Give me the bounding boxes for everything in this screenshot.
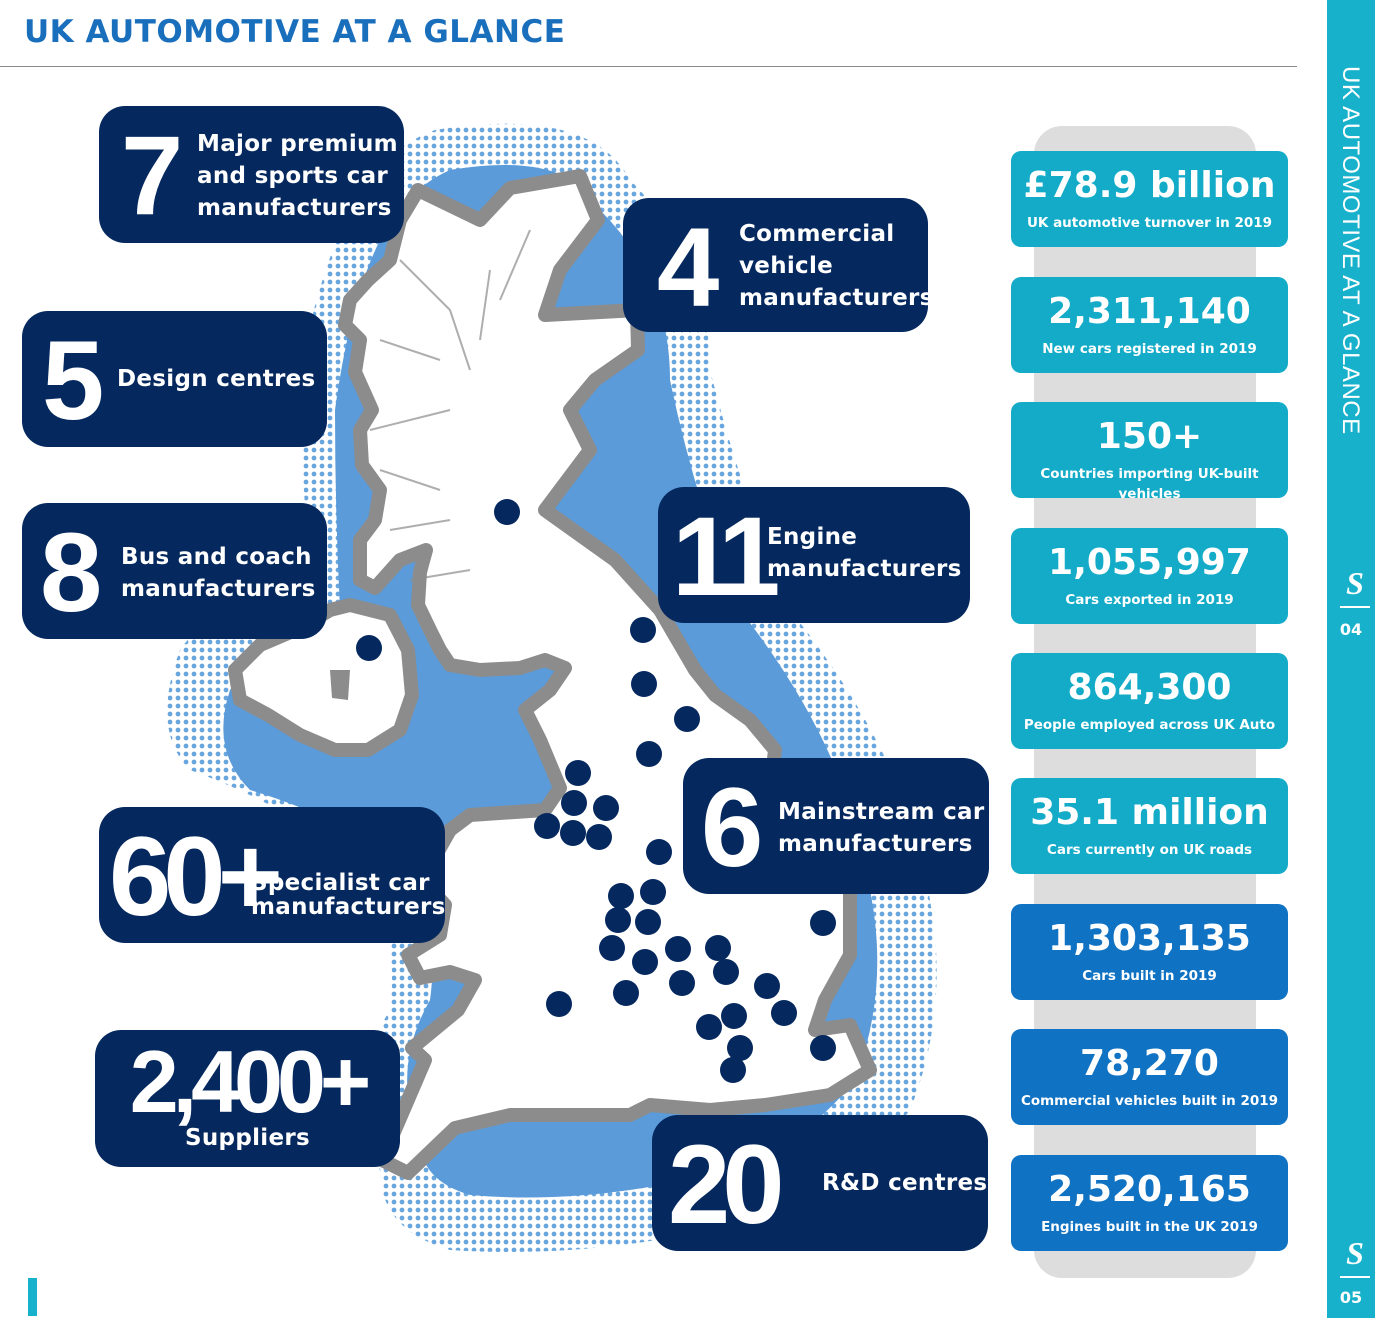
- stat-commercial-vehicle: [623, 198, 934, 332]
- stat-label: Mainstream car manufacturers: [778, 799, 985, 857]
- fact-value: 1,303,135: [1048, 918, 1251, 959]
- fact-value: 2,520,165: [1048, 1169, 1251, 1210]
- stat-value: 6: [701, 765, 760, 890]
- fact-value: £78.9 billion: [1023, 165, 1276, 206]
- fact-desc: Engines built in the UK 2019: [1041, 1219, 1258, 1235]
- stat-label: Specialist car manufacturers: [251, 870, 446, 920]
- title-divider: [0, 66, 1297, 67]
- stat-label: Major premium and sports car manufacturers: [197, 131, 398, 221]
- fact-box: [1011, 1029, 1288, 1125]
- fact-box: [1011, 653, 1288, 749]
- stat-label: R&D centres: [822, 1170, 988, 1196]
- fact-desc: Cars currently on UK roads: [1046, 842, 1253, 858]
- stat-value: 4: [657, 205, 716, 330]
- stat-value: 2,400+: [129, 1032, 366, 1131]
- fact-desc: Countries importing UK-built vehicles: [1040, 466, 1259, 502]
- fact-box: [1011, 904, 1288, 1000]
- fact-box: [1011, 277, 1288, 373]
- sidebar-divider: [1340, 1276, 1370, 1278]
- stat-bus-coach: [22, 503, 327, 639]
- stat-value: 11: [672, 494, 771, 619]
- fact-value: 150+: [1096, 416, 1203, 457]
- fact-box: [1011, 778, 1288, 874]
- page-number: 04: [1339, 620, 1363, 639]
- sidebar-title: UK AUTOMOTIVE AT A GLANCE: [1337, 66, 1364, 435]
- stat-design-centres: [22, 311, 327, 447]
- stat-value: 5: [42, 318, 101, 443]
- fact-value: 2,311,140: [1048, 291, 1251, 332]
- stat-label: Engine manufacturers: [767, 524, 962, 582]
- stat-value: 7: [121, 113, 180, 238]
- smmt-logo-icon: S: [1346, 565, 1364, 601]
- fact-value: 1,055,997: [1048, 542, 1251, 583]
- fact-desc: Commercial vehicles built in 2019: [1020, 1093, 1279, 1109]
- fact-desc: Cars exported in 2019: [1065, 592, 1234, 608]
- stat-label: Commercial vehicle manufacturers: [739, 221, 934, 311]
- fact-desc: New cars registered in 2019: [1042, 341, 1257, 357]
- sidebar-divider: [1340, 606, 1370, 608]
- fact-box: [1011, 1155, 1288, 1251]
- stat-label: Design centres: [117, 366, 316, 392]
- fact-box: [1011, 402, 1288, 502]
- stat-premium-sports: [99, 106, 404, 243]
- stat-mainstream: [683, 758, 989, 894]
- fact-value: 78,270: [1080, 1043, 1219, 1084]
- fact-value: 35.1 million: [1030, 792, 1269, 833]
- fact-box: [1011, 151, 1288, 247]
- stat-specialist: [99, 807, 445, 943]
- stat-suppliers: [95, 1030, 400, 1167]
- fact-desc: Cars built in 2019: [1082, 968, 1217, 984]
- stat-label: Bus and coach manufacturers: [121, 544, 316, 602]
- stat-engine: [658, 487, 970, 623]
- stat-value: 8: [40, 510, 99, 635]
- page-number: 05: [1339, 1288, 1363, 1307]
- page-title: UK AUTOMOTIVE AT A GLANCE: [24, 14, 566, 50]
- smmt-logo-icon: S: [1346, 1235, 1364, 1271]
- stat-label: Suppliers: [185, 1125, 310, 1151]
- stat-rd-centres: [652, 1115, 988, 1251]
- stat-value: 20: [668, 1122, 777, 1247]
- stat-value: 60+: [109, 814, 275, 939]
- page-corner-mark: [28, 1278, 37, 1316]
- fact-desc: People employed across UK Auto: [1023, 717, 1276, 733]
- fact-value: 864,300: [1067, 667, 1232, 708]
- fact-box: [1011, 528, 1288, 624]
- fact-desc: UK automotive turnover in 2019: [1026, 215, 1273, 231]
